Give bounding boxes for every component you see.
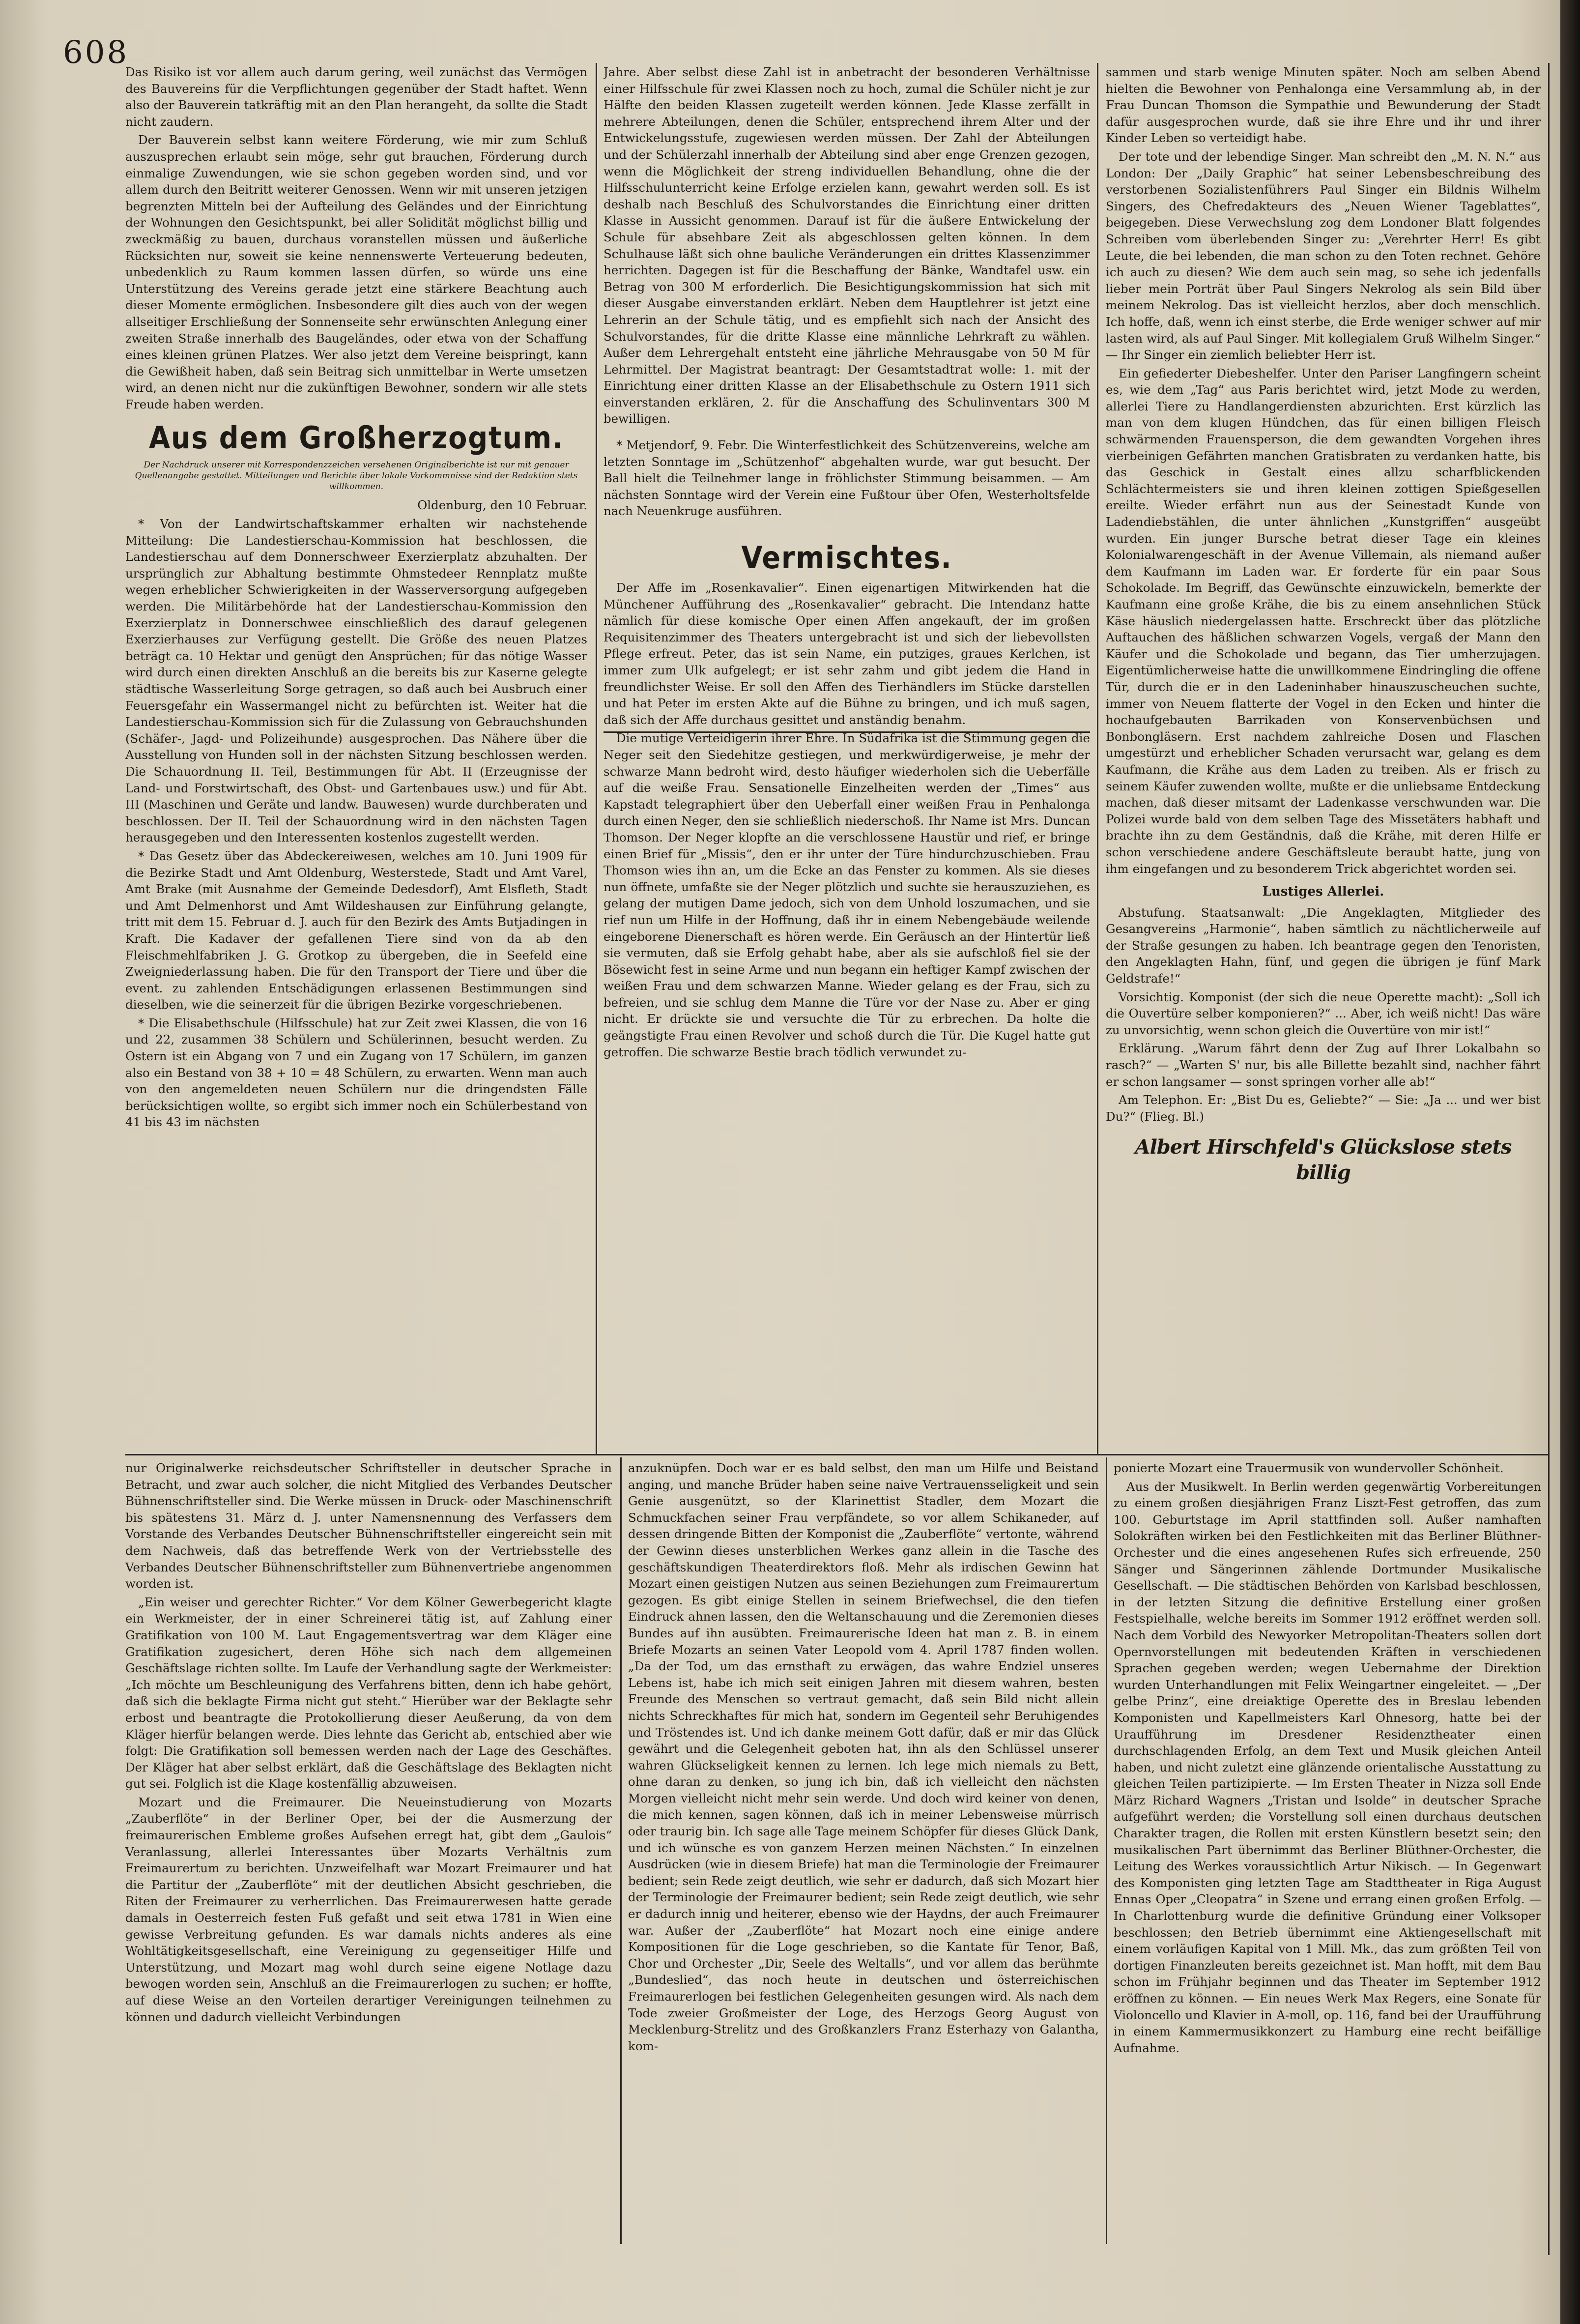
article-text: * Von der Landwirtschaftskammer erhalten wir nachstehende Mitteilung: Die Landestierschau-Kommission hat beschlossen, die Landestierschau auf dem Donnerschweer Exerzierplatz abzuhalten. Der ursprünglich zur Abhaltung bestimmte Ohmstedeer Rennplatz mußte wegen erheblicher Schwierigkeiten in der Wasserversorgung aufgegeben werden. Die Militärbehörde hat der Landestierschau-Kommission den Exerzierplatz in Donnerschwee einschließlich des darauf gelegenen Exerzierhauses zur Verfügung gestellt. Die Größe des neuen Platzes beträgt ca. 10 Hektar und genügt den Ansprüchen; für das nötige Wasser wird durch einen direkten Anschluß an die bereits bis zur Kaserne gelegte städtische Wasserleitung Sorge getragen, so daß auch bei Ausbruch einer Feuersgefahr ein Wassermangel nicht zu befürchten ist. Weiter hat die Landestierschau-Kommission sich für die Zulassung von Gebrauchshunden (Schäfer-, Jagd- und Polizeihunde) ausgesprochen. Das Nähere über die Ausstellung von Hunden soll in der nächsten Sitzung beschlossen werden. Die Schauordnung II. Teil, Bestimmungen für Abt. II (Erzeugnisse der Land- und Forstwirtschaft, des Obst- und Gartenbaues usw.) und für Abt. III (Maschinen und Geräte und landw. Bauwesen) wurde durchberaten und beschlossen. Der II. Teil der Schauordnung wird in den nächsten Tagen herausgegeben und den Interessenten kostenlos zugestellt werden. — [125, 517, 587, 845]
article-text: Mozart und die Freimaurer. Die Neueinstudierung von Mozarts „Zauberflöte“ in der Berliner Oper, bei der die Ausmerzung der freimaurerischen Embleme großes Aufsehen erregt hat, gibt dem „Gaulois“ Veranlassung, allerlei Interessantes über Mozarts Verhältnis zum Freimaurertum zu berichten. Unzweifelhaft war Mozart Freimaurer und hat die Partitur der „Zauberflöte“ mit der deutlichen Absicht geschrieben, die Riten der Freimaurer zu verherrlichen. Das Freimaurerwesen hatte gerade damals in Oesterreich festen Fuß gefaßt und seit etwa 1781 in Wien eine gewisse Verbreitung gefunden. Es war damals nichts anderes als eine Wohltätigkeitsgesellschaft, eine Vereinigung zu gegenseitiger Hilfe und Unterstützung, und Mozart mag wohl durch seine eigene Notlage dazu bewogen worden sein, Anschluß an die Freimaurerlogen zu suchen; er hoffte, auf diese Weise an den Vorteilen derartiger Vereinigungen teilnehmen zu können und dadurch vielleicht Verbindungen — [125, 1795, 612, 2024]
article-text: * Das Gesetz über das Abdeckereiwesen, welches am 10. Juni 1909 für die Bezirke Stadt und Amt Oldenburg, Westerstede, Stadt und Amt Varel, Amt Brake (mit Ausnahme der Gemeinde Dedesdorf), Amt Elsfleth, Stadt und Amt Delmenhorst und Amt Wildeshausen zur Einführung gelangte, tritt mit dem 15. Februar d. J. auch für den Bezirk des Amts Butjadingen in Kraft. Die Kadaver der gefallenen Tiere sind von da ab den Fleischmehlfabriken J. G. Grotkop zu übergeben, die in Seefeld eine Zweigniederlassung haben. Die für den Transport der Tiere und über die event. zu zahlenden Entschädigungen erlassenen Bestimmungen sind dieselben, wie die seinerzeit für die übrigen Bezirke vorgeschriebenen. — [125, 848, 587, 1012]
lower-column-1 — [125, 1460, 612, 2246]
column-2 — [603, 64, 1090, 1450]
article-text: Jahre. Aber selbst diese Zahl ist in anbetracht der besonderen Verhältnisse einer Hilfsschule für zwei Klassen noch zu hoch, zumal die Schüler nicht je zur Hälfte den beiden Klassen zugeteilt werden können. Jede Klasse zerfällt in mehrere Abteilungen, denen die Schüler, entsprechend ihrem Alter und der Entwickelungsstufe, zugewiesen werden müssen. Der Zahl der Abteilungen und der Schülerzahl innerhalb der Abteilung sind aber enge Grenzen gezogen, wenn die Möglichkeit der streng individuellen Behandlung, ohne die der Hilfsschulunterricht keine Erfolge erzielen kann, gewahrt werden soll. Es ist deshalb nach Beschluß des Schulvorstandes die Einrichtung einer dritten Klasse in Aussicht genommen. Darauf ist für die äußere Entwickelung der Schule für absehbare Zeit als abgeschlossen gelten können. In dem Schulhause läßt sich ohne bauliche Veränderungen ein drittes Klassenzimmer herrichten. Dagegen ist für die Beschaffung der Bänke, Wandtafel usw. ein Betrag von 300 M erforderlich. Die Besichtigungskommission hat sich mit dieser Ausgabe einverstanden erklärt. Neben dem Hauptlehrer ist jetzt eine Lehrerin an der Schule tätig, und es empfiehlt sich nach der Ansicht des Schulvorstandes, für die dritte Klasse eine männliche Lehrkraft zu wählen. Außer dem Lehrergehalt entsteht eine jährliche Mehrausgabe von 50 M für Lehrmittel. Der Magistrat beantragt: Der Gesamtstadtrat wolle: 1. mit der Einrichtung einer dritten Klasse an der Elisabethschule zu Ostern 1911 sich einverstanden erklären, 2. für die Anschaffung des Schulinventars 300 M bewilligen. — [603, 65, 1090, 426]
article-text: Der Affe im „Rosenkavalier“. Einen eigenartigen Mitwirkenden hat die Münchener Aufführung des „Rosenkavalier“ gebracht. Die Intendanz hatte nämlich für diese komische Oper einen Affen angekauft, der im großen Requisitenzimmer des Theaters untergebracht ist und sich der liebevollsten Pflege erfreut. Peter, das ist sein Name, ein putziges, graues Kerlchen, ist immer zum Ulk aufgelegt; er ist sehr zahm und gibt jedem die Hand in freundlichster Weise. Er soll den Affen des Tierhändlers im Stücke darstellen und hat Peter im ersten Akte auf die Bühne zu bringen, und ich muß sagen, daß sich der Affe durchaus gesittet und anständig benahm. — [603, 581, 1090, 727]
article-text: Der Bauverein selbst kann weitere Förderung, wie mir zum Schluß auszusprechen erlaubt sein möge, sehr gut brauchen, Förderung durch einmalige Zuwendungen, wie sie schon gegeben worden sind, und vor allem durch den Beitritt weiterer Genossen. Wenn wir mit unseren jetzigen begrenzten Mitteln bei der Aufteilung des Geländes und der Einrichtung der Wohnungen den Gesichtspunkt, bei aller Solidität möglichst billig und zweckmäßig zu bauen, durchaus voranstellen müssen und äußerliche Rücksichten nur, soweit sie keine nennenswerte Verteuerung bedeuten, unbedenklich zu Raum kommen lassen dürfen, so würde uns eine Unterstützung des Vereins gerade jetzt eine stärkere Beachtung auch dieser Momente ermöglichen. Insbesondere gilt dies auch von der wegen allseitiger Erschließung der Sonnenseite sehr erwünschten Anlegung einer zweiten Straße innerhalb des Baugeländes, oder etwa von der Schaffung eines kleinen grünen Platzes. Wer also jetzt dem Vereine beispringt, kann die Gewißheit haben, daß sein Beitrag sich unmittelbar in Werte umsetzen wird, an denen nicht nur die zukünftigen Bewohner, sondern wir alle stets Freude haben werden. — [125, 133, 587, 411]
advertisement-signature: Albert Hirschfeld's Glückslose stets billig — [1135, 1135, 1512, 1185]
article-text: sammen und starb wenige Minuten später. Noch am selben Abend hielten die Bewohner von Penhalonga eine Versammlung ab, in der Frau Duncan Thomson die Sympathie und Bewunderung der Stadt dafür ausgesprochen wurde, daß sie ihre Ehre und ihr und ihrer Kinder Leben so verteidigt habe. — [1106, 65, 1541, 145]
page-number: 608 — [63, 34, 129, 71]
page-border-rule — [1548, 63, 1550, 2255]
reprint-notice: Der Nachdruck unserer mit Korrespondenzzeichen versehenen Originalberichte ist nur mit genauer Quellenangabe gestattet. Mitteilungen und Berichte über lokale Vorkommnisse sind der Redaktion stets willkommen. — [135, 460, 578, 492]
sub-heading: Lustiges Allerlei. — [1262, 884, 1384, 900]
column-rule — [1106, 1457, 1107, 2244]
article-text: ponierte Mozart eine Trauermusik von wundervoller Schönheit. — [1114, 1461, 1504, 1475]
section-heading: Vermischtes. — [741, 540, 952, 576]
article-text: Ein gefiederter Diebeshelfer. Unter den Pariser Langfingern scheint es, wie dem „Tag“ aus Paris berichtet wird, jetzt Mode zu werden, allerlei Tiere zu Handlangerdiensten abzurichten. Erst kürzlich las man von dem klugen Hündchen, das für einen billigen Fleisch schwärmenden Frauensperson, die dem gewandten Vorgehen ihres vierbeinigen Gefährten manchen Gratisbraten zu verdanken hatte, bis das Geschick in Gestalt eines allzu scharfblickenden Schlächtermeisters sie und ihren kleinen zottigen Spießgesellen ereilte. Wieder erfährt nun aus der Seinestadt Kunde von Ladendiebstählen, die unter ähnlichen „Kunstgriffen“ ausgeübt wurden. Ein junger Bursche betrat dieser Tage ein kleines Kolonialwarengeschäft in der Avenue Villemain, als niemand außer dem Kaufmann im Laden war. Er forderte für ein paar Sous Schokolade. Im Begriff, das Gewünschte einzuwickeln, bemerkte der Kaufmann eine große Krähe, die bis zu einem ansehnlichen Stück Käse häuslich niedergelassen hatte. Erschreckt über das plötzliche Auftauchen des häßlichen schwarzen Vogels, vergaß der Mann den Käufer und die Schokolade und begann, das Tier umherzujagen. Eigentümlicherweise hatte die unwillkommene Eindringling die offene Tür, durch die er in den Ladeninhaber hinauszuscheuchen suchte, immer von Neuem flatterte der Vogel in den Ecken und hinter die hochaufgebauten Barrikaden von Konservenbüchsen und Bonbongläsern. Erst nachdem zahlreiche Dosen und Flaschen umgestürzt und erheblicher Schaden verursacht war, gelang es dem Kaufmann, die Krähe aus dem Laden zu treiben. Als er frisch zu seinem Käufer zuwenden wollte, mußte er die unliebsame Entdeckung machen, daß dieser mitsamt der Ladenkasse verschwunden war. Die Polizei wurde bald von dem selben Tage des Missetäters habhaft und brachte ihn zu dem Geständnis, daß die Krähe, mit deren Hilfe er schon verschiedene andere Geschäftsleute beraubt hatte, jung von ihm eingefangen und zu besonderem Trick abgerichtet worden sei. — [1106, 366, 1541, 876]
article-text: nur Originalwerke reichsdeutscher Schriftsteller in deutscher Sprache in Betracht, und zwar auch solcher, die nicht Mitglied des Verbandes Deutscher Bühnenschriftsteller sind. Die Werke müssen in Druck- oder Maschinenschrift bis spätestens 31. März d. J. unter Namensnennung des Verfassers dem Vorstande des Verbandes Deutscher Bühnenschriftsteller eingereicht sein mit dem Nachweis, daß das betreffende Werk von der Vertriebsstelle des Verbandes Deutscher Bühnenschriftsteller zum Bühnenvertriebe angenommen worden ist. — [125, 1461, 612, 1591]
article-text: Am Telephon. Er: „Bist Du es, Geliebte?“ — Sie: „Ja ... und wer bist Du?“ (Flieg. Bl.) — [1106, 1093, 1541, 1124]
article-text: * Die Elisabethschule (Hilfsschule) hat zur Zeit zwei Klassen, die von 16 und 22, zusammen 38 Schülern und Schülerinnen, besucht werden. Zu Ostern ist ein Abgang von 7 und ein Zugang von 17 Schülern, im ganzen also ein Bestand von 38 + 10 = 48 Schülern, zu erwarten. Wenn man auch von den angemeldeten neuen Schülern nur die dringendsten Fälle berücksichtigen wollte, so ergibt sich immer noch ein Schülerbestand von 41 bis 43 im nächsten — [125, 1016, 587, 1130]
column-3 — [1106, 64, 1541, 1450]
article-text: Das Risiko ist vor allem auch darum gering, weil zunächst das Vermögen des Bauvereins für die Verpflichtungen gegenüber der Stadt haftet. Wenn also der Bauverein tatkräftig mit an den Plan herangeht, da sollte die Stadt nicht zaudern. — [125, 65, 587, 129]
dateline: Oldenburg, den 10 Februar. — [417, 498, 587, 513]
article-text: Abstufung. Staatsanwalt: „Die Angeklagten, Mitglieder des Gesangvereins „Harmonie“, haben sämtlich zu nächtlicherweile auf der Straße gesungen zu haben. Ich beantrage gegen den Tenoristen, den Angeklagten Hahn, fünf, und gegen die übrigen je fünf Mark Geldstrafe!“ — [1106, 905, 1541, 986]
section-heading: Aus dem Großherzogtum. — [149, 420, 564, 456]
lower-column-2 — [628, 1460, 1099, 2246]
article-text: Der tote und der lebendige Singer. Man schreibt den „M. N. N.“ aus London: Der „Daily Graphic“ hat seiner Lebensbeschreibung des verstorbenen Sozialistenführers Paul Singer ein Bildnis Wilhelm Singers, des Chefredakteurs des „Neuen Wiener Tageblattes“, beigegeben. Diese Verwechslung zog dem Londoner Blatt folgendes Schreiben vom überlebenden Singer zu: „Verehrter Herr! Es gibt Leute, die bei lebenden, die man schon zu den Toten rechnet. Gehöre ich auch zu diesen? Wie dem auch sein mag, so sehe ich jedenfalls lieber mein Porträt über Paul Singers Nekrolog als sein Bild über meinem Nekrolog. Das ist vielleicht herzlos, aber doch menschlich. Ich hoffe, daß, wenn ich einst sterbe, die Erde weniger schwer auf mir lasten wird, als auf Paul Singer. Mit kollegialem Gruß Wilhelm Singer.“ — Ihr Singer ein ziemlich beliebter Herr ist. — [1106, 149, 1541, 362]
column-rule — [620, 1457, 622, 2244]
column-rule — [1097, 63, 1098, 1454]
page-binding-edge — [1560, 0, 1580, 2324]
section-rule — [125, 1454, 1548, 1455]
article-text: anzuknüpfen. Doch war er es bald selbst, den man um Hilfe und Beistand anging, und manche Brüder haben seine naive Vertrauensseligkeit und sein Genie ausgenützt, so der Klarinettist Stadler, dem Mozart die Schmuckfachen seiner Frau verpfändete, so vor allem Schikaneder, auf dessen dringende Bitten der Komponist die „Zauberflöte“ vertonte, während der Gewinn dieses unsterblichen Werkes ganz allein in die Tasche des geschäftskundigen Theaterdirektors floß. Mehr als irdischen Gewinn hat Mozart einen geistigen Nutzen aus seinen Beziehungen zum Freimaurertum gezogen. Es gibt einige Stellen in seinem Briefwechsel, die den tiefen Eindruck ahnen lassen, den die Weltanschauung und die Zeremonien dieses Bundes auf ihn ausübten. Freimaurerische Ideen hat man z. B. in einem Briefe Mozarts an seinen Vater Leopold vom 4. April 1787 finden wollen. „Da der Tod, um das ernsthaft zu erwägen, das wahre Endziel unseres Lebens ist, habe ich mich seit einigen Jahren mit diesem wahren, besten Freunde des Menschen so vertraut gemacht, daß sein Bild nicht allein nichts Schreckhaftes für mich hat, sondern im Gegenteil sehr Beruhigendes und Tröstendes ist. Und ich danke meinem Gott dafür, daß er mir das Glück gewährt und die Gelegenheit geboten hat, ihn als den Schlüssel unserer wahren Glückseligkeit kennen zu lernen. Ich lege mich niemals zu Bett, ohne daran zu denken, so jung ich bin, daß ich vielleicht den nächsten Morgen vielleicht nicht mehr sein werde. Und doch wird keiner von denen, die mich kennen, sagen können, daß ich in meiner Lebensweise mürrisch oder traurig bin. Ich sage alle Tage meinem Schöpfer für dieses Glück Dank, und ich wünsche es von ganzem Herzen meinen Nächsten.“ In einzelnen Ausdrücken (wie in diesem Briefe) hat man die Terminologie der Freimaurer bedient; sein Rede zeigt deutlich, wie sehr er dadurch, daß sich Mozart hier der Terminologie der Freimaurer bedient; sein Rede zeigt deutlich, wie sehr er dadurch innig und heiterer, ebenso wie der Haydns, der auch Freimaurer war. Außer der „Zauberflöte“ hat Mozart noch eine einige andere Kompositionen für die Loge geschrieben, so die Kantate für Tenor, Baß, Chor und Orchester „Dir, Seele des Weltalls“, und vor allem das berühmte „Bundeslied“, das noch heute in deutschen und österreichischen Freimaurerlogen bei festlichen Gelegenheiten gesungen wird. Als nach dem Tode zweier Großmeister der Loge, des Herzogs Georg August von Mecklenburg-Strelitz und des Großkanzlers Franz Esterhazy von Galantha, kom- — [628, 1461, 1099, 2053]
article-text: Erklärung. „Warum fährt denn der Zug auf Ihrer Lokalbahn so rasch?“ — „Warten S' nur, bis alle Billette bezahlt sind, nachher fährt er schon langsamer — sonst springen vorher alle ab!“ — [1106, 1041, 1541, 1089]
article-text: Vorsichtig. Komponist (der sich die neue Operette macht): „Soll ich die Ouvertüre selber komponieren?“ ... Aber, ich weiß nicht! Das wäre zu unvorsichtig, wenn schon gleich die Ouvertüre von mir ist!“ — [1106, 989, 1541, 1037]
lower-column-3 — [1114, 1460, 1541, 2246]
column-1 — [125, 64, 587, 1450]
article-text: * Metjendorf, 9. Febr. Die Winterfestlichkeit des Schützenvereins, welche am letzten Sonntage im „Schützenhof“ abgehalten wurde, war gut besucht. Der Ball hielt die Teilnehmer lange in fröhlichster Stimmung beisammen. — Am nächsten Sonntage wird der Verein eine Fußtour über Ofen, Westerholtsfelde nach Neuenkruge ausführen. — [603, 438, 1090, 519]
article-text: Die mutige Verteidigerin ihrer Ehre. In Südafrika ist die Stimmung gegen die Neger seit den Siedehitze gestiegen, und merkwürdigerweise, je mehr der schwarze Mann bedroht wird, desto häufiger wiederholen sich die Ueberfälle auf die weiße Frau. Sensationelle Einzelheiten werden der „Times“ aus Kapstadt telegraphiert über den Ueberfall einer weißen Frau in Penhalonga durch einen Neger, den sie schließlich niederschoß. Ihr Name ist Mrs. Duncan Thomson. Der Neger klopfte an die verschlossene Haustür und rief, er bringe einen Brief für „Missis“, den er ihr unter der Türe hindurchzuschieben. Frau Thomson wies ihn an, um die Ecke an das Fenster zu kommen. Als sie dieses nun öffnete, umfaßte sie der Neger plötzlich und suchte sie herauszuziehen, es gelang der mutigen Dame jedoch, sich von dem Unhold loszumachen, und sie rief nun um Hilfe in der Hoffnung, daß ihr in einem Nebengebäude weilende eingeborene Dienerschaft es hören werde. Ein Geräusch an der Hintertür ließ sie vermuten, daß sie Erfolg gehabt habe, aber als sie aufschloß fiel sie der Bösewicht fest in seine Arme und nun begann ein heftiger Kampf zwischen der weißen Frau und dem schwarzen Manne. Wieder gelang es der Frau, sich zu befreien, und sie schlug dem Manne die Türe vor der Nase zu. Aber er ging nicht. Er drückte sie und versuchte die Tür zu erbrechen. Da holte die geängstigte Frau einen Revolver und schoß durch die Tür. Die Kugel hatte gut getroffen. Die schwarze Bestie brach tödlich verwundet zu- — [603, 731, 1090, 1059]
column-rule — [596, 63, 597, 1454]
article-text: „Ein weiser und gerechter Richter.“ Vor dem Kölner Gewerbegericht klagte ein Werkmeister, der in einer Schreinerei tätig ist, auf Zahlung einer Gratifikation von 100 M. Laut Engagementsvertrag war dem Kläger eine Gratifikation zugesichert, deren Höhe sich nach dem allgemeinen Geschäftslage richten sollte. Im Laufe der Verhandlung sagte der Werkmeister: „Ich möchte um Beschleunigung des Verfahrens bitten, denn ich habe gehört, daß sich die beklagte Firma nicht gut steht.“ Hierüber war der Beklagte sehr erbost und beantragte die Protokollierung dieser Aeußerung, da von dem Kläger hierfür belangen werde. Dies lehnte das Gericht ab, entschied aber wie folgt: Die Gratifikation soll bemessen werden nach der Lage des Geschäftes. Der Kläger hat aber selbst erklärt, daß die Geschäftslage des Beklagten nicht gut sei. Folglich ist die Klage kostenfällig abzuweisen. — [125, 1595, 612, 1791]
article-text: Aus der Musikwelt. In Berlin werden gegenwärtig Vorbereitungen zu einem großen diesjährigen Franz Liszt-Fest getroffen, das zum 100. Geburtstage im April stattfinden soll. Außer namhaften Solokräften wirken bei den Festlichkeiten mit das Berliner Blüthner-Orchester und die eines angesehenen Rufes sich erfreuende, 250 Sänger und Sängerinnen zählende Dortmunder Musikalische Gesellschaft. — Die städtischen Behörden von Karlsbad beschlossen, in der letzten Sitzung die definitive Erstellung einer großen Festspielhalle, welche bereits im Sommer 1912 eröffnet werden soll. Nach dem Vorbild des Newyorker Metropolitan-Theaters sollen dort Opernvorstellungen mit bedeutenden Kräften in verschiedenen Sprachen gegeben werden; wegen Uebernahme der Direktion wurden Unterhandlungen mit Felix Weingartner eingeleitet. — „Der gelbe Prinz“, eine dreiaktige Operette des in Breslau lebenden Komponisten und Kapellmeisters Karl Ohnesorg, hatte bei der Uraufführung im Dresdener Residenztheater einen durchschlagenden Erfolg, an dem Text und Musik gleichen Anteil haben, und nicht zuletzt eine glänzende orientalische Ausstattung zu gleichen Teilen partizipierte. — Im Ersten Theater in Nizza soll Ende März Richard Wagners „Tristan und Isolde“ in deutscher Sprache aufgeführt werden; die Vorstellung soll einen durchaus deutschen Charakter tragen, die Rollen mit ersten Künstlern besetzt sein; den musikalischen Part übernimmt das Berliner Blüthner-Orchester, die Leitung des Werkes voraussichtlich Artur Nikisch. — In Gegenwart des Komponisten ging letzten Tage am Stadttheater in Riga August Ennas Oper „Cleopatra“ in Szene und errang einen großen Erfolg. — In Charlottenburg wurde die definitive Gründung einer Volksoper beschlossen; den Betrieb übernimmt eine Aktiengesellschaft mit einem vorläufigen Kapital von 1 Mill. Mk., das zum größten Teil von dortigen Finanzleuten bereits gezeichnet ist. Man hofft, mit dem Bau schon im Frühjahr beginnen und das Theater im September 1912 eröffnen zu können. — Ein neues Werk Max Regers, eine Sonate für Violoncello und Klavier in A-moll, op. 116, fand bei der Uraufführung in einem Kammermusikkonzert zu Hamburg eine recht beifällige Aufnahme. — [1114, 1479, 1541, 2055]
